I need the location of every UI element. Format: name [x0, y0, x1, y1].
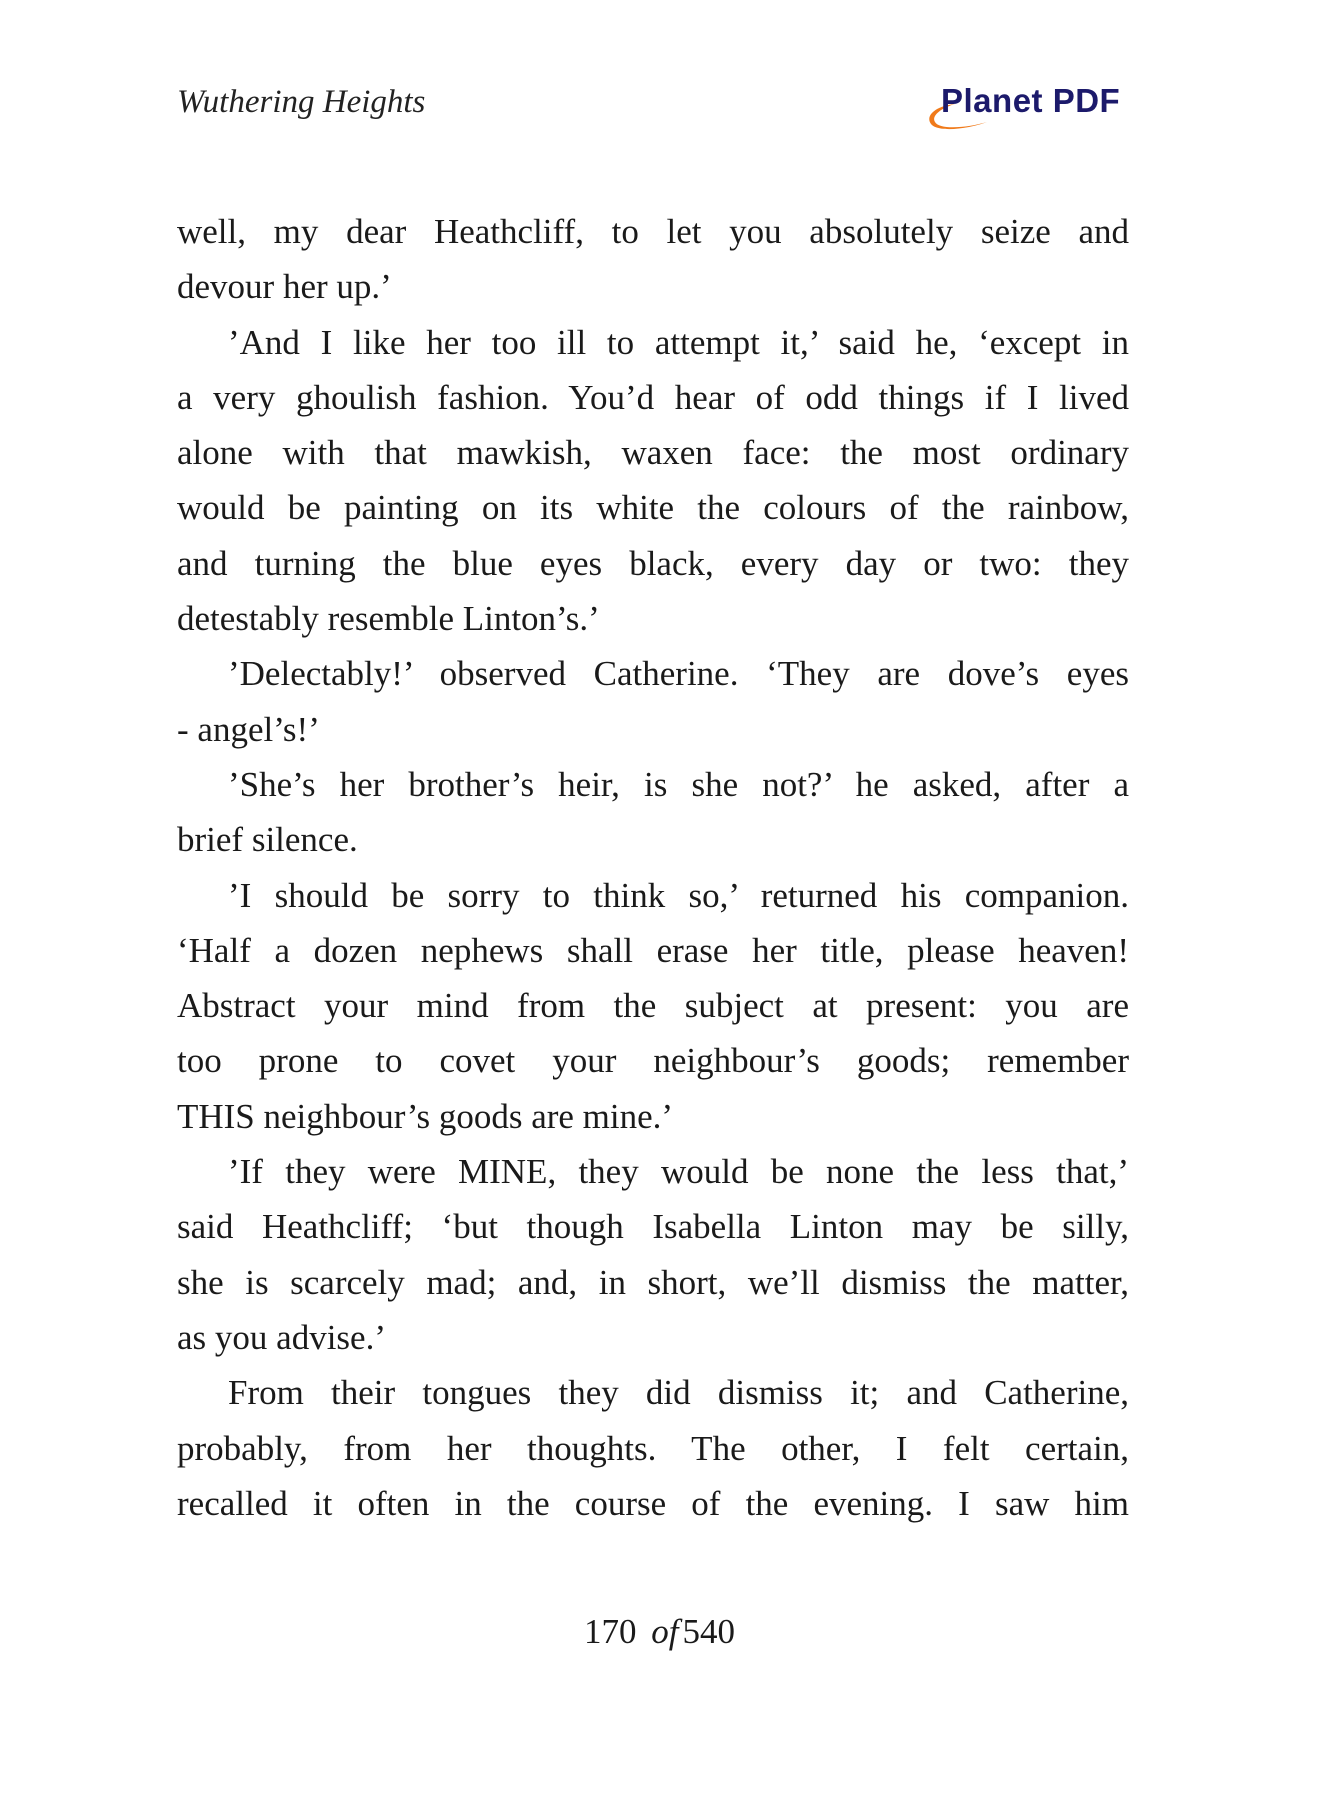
of-label: of: [651, 1612, 679, 1651]
text-line: - angel’s!’: [177, 709, 320, 749]
text-line: recalled it often in the course of the evening. I saw him: [177, 1483, 1129, 1523]
current-page: 170: [584, 1612, 637, 1651]
page-body-text: [177, 204, 1129, 1531]
text-line: From their tongues they did dismiss it; and Catherine,: [228, 1373, 1129, 1413]
logo-text: Planet PDF: [941, 82, 1121, 119]
text-line: THIS neighbour’s goods are mine.’: [177, 1096, 674, 1136]
text-line: ‘Half a dozen nephews shall erase her title, please heaven!: [177, 930, 1129, 970]
page-number: [0, 1612, 1319, 1652]
text-line: she is scarcely mad; and, in short, we’ll dismiss the matter,: [177, 1262, 1129, 1302]
running-header-title: Wuthering Heights: [177, 84, 426, 120]
text-line: said Heathcliff; ‘but though Isabella Linton may be silly,: [177, 1207, 1129, 1247]
text-line: as you advise.’: [177, 1317, 386, 1357]
text-line: brief silence.: [177, 820, 358, 860]
text-line: ’Delectably!’ observed Catherine. ‘They are dove’s eyes: [228, 654, 1129, 694]
text-line: probably, from her thoughts. The other, I felt certain,: [177, 1428, 1129, 1468]
text-line: too prone to covet your neighbour’s goods; remember: [177, 1041, 1129, 1081]
text-line: ’I should be sorry to think so,’ returned his companion.: [228, 875, 1129, 915]
text-line: alone with that mawkish, waxen face: the most ordinary: [177, 433, 1129, 473]
text-line: devour her up.’: [177, 267, 392, 307]
text-line: ’And I like her too ill to attempt it,’ said he, ‘except in: [228, 322, 1129, 362]
text-line: would be painting on its white the colours of the rainbow,: [177, 488, 1129, 528]
text-line: ’If they were MINE, they would be none the less that,’: [228, 1152, 1129, 1192]
paragraph: [177, 1365, 1129, 1531]
paragraph: [177, 646, 1129, 757]
text-line: and turning the blue eyes black, every day or two: they: [177, 543, 1129, 583]
text-line: detestably resemble Linton’s.’: [177, 599, 600, 639]
planet-pdf-logo: [925, 82, 1135, 134]
total-pages: 540: [682, 1612, 735, 1651]
text-line: Abstract your mind from the subject at present: you are: [177, 986, 1129, 1026]
paragraph: [177, 1144, 1129, 1365]
text-line: well, my dear Heathcliff, to let you absolutely seize and: [177, 212, 1129, 251]
paragraph: [177, 315, 1129, 647]
text-line: ’She’s her brother’s heir, is she not?’ he asked, after a: [228, 764, 1129, 804]
paragraph: [177, 757, 1129, 868]
paragraph: [177, 204, 1129, 315]
text-line: a very ghoulish fashion. You’d hear of odd things if I lived: [177, 377, 1129, 417]
paragraph: [177, 868, 1129, 1144]
